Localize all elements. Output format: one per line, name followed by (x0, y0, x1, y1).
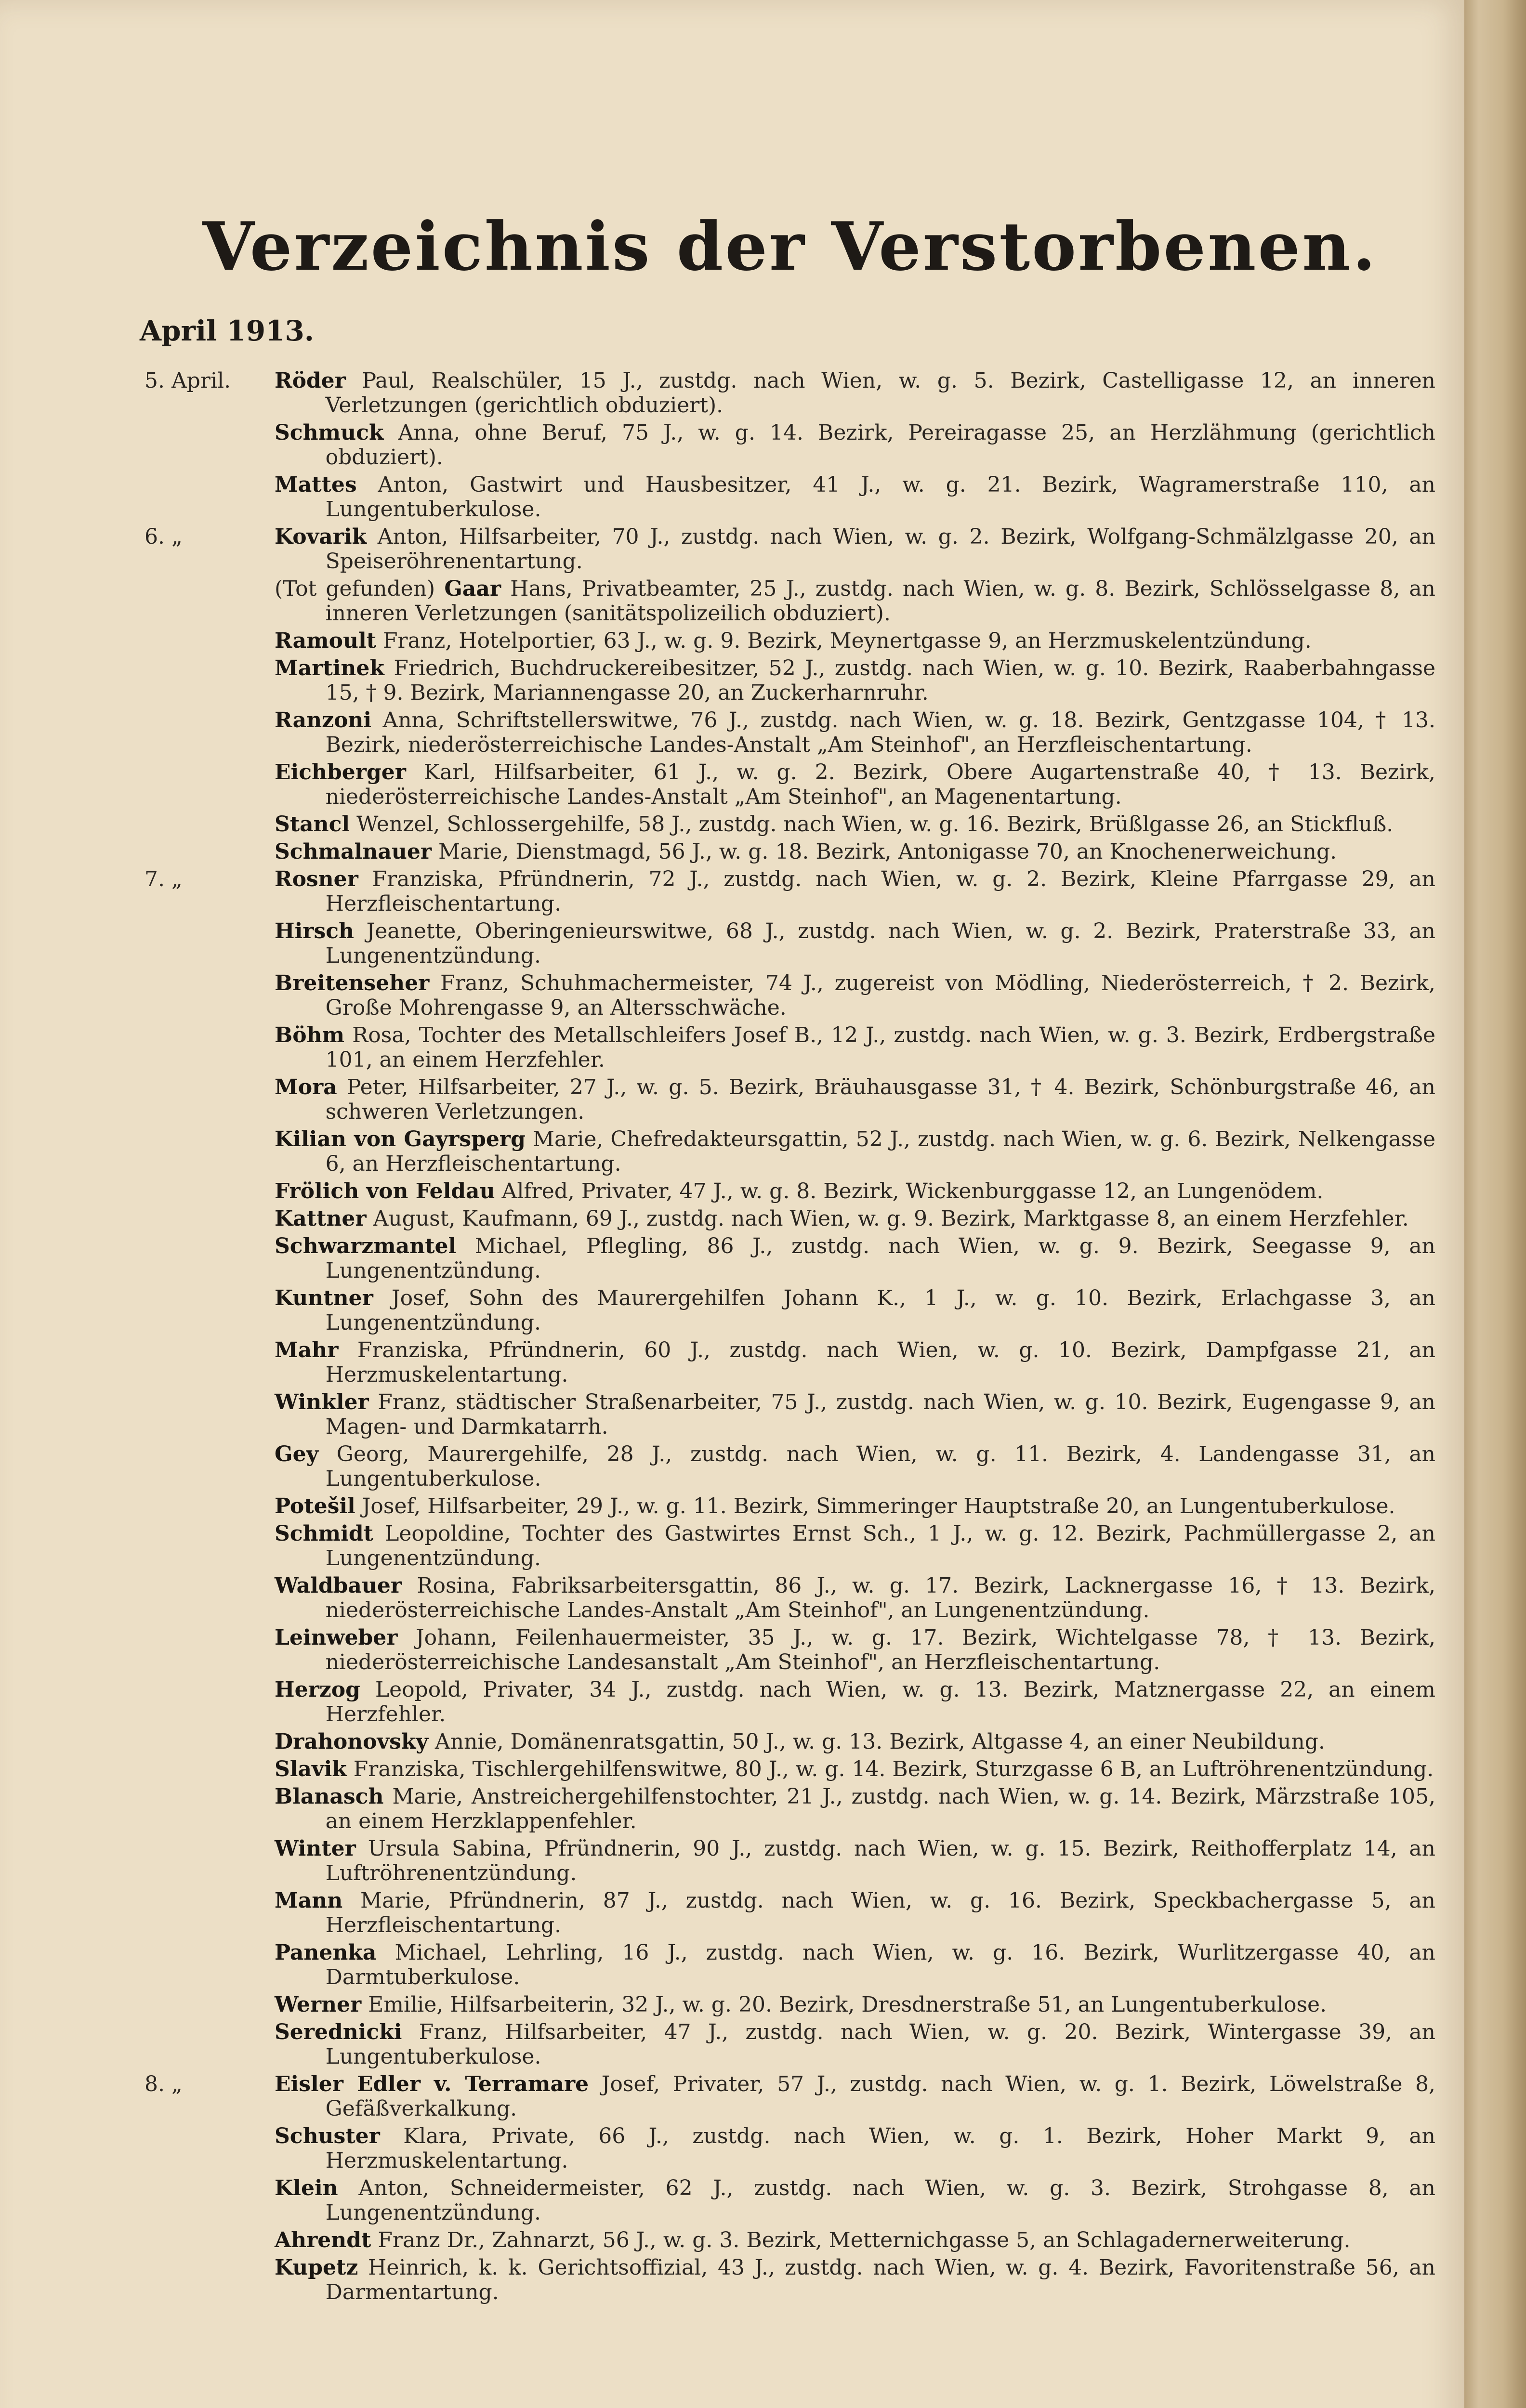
entry-details: Franz Dr., Zahnarzt, 56 J., w. g. 3. Bezirk, Metternichgasse 5, an Schlagadernerweiterung. (371, 2228, 1351, 2252)
deceased-name: Schmuck (275, 420, 384, 445)
list-item (145, 1023, 1435, 1072)
entry-details: Marie, Pfründnerin, 87 J., zustdg. nach Wien, w. g. 16. Bezirk, Speckbachergasse 5, an Herzfleischentartung. (325, 1888, 1435, 1937)
page-edge (1464, 0, 1526, 2408)
entry-date: 8. „ (145, 2072, 183, 2096)
deceased-name: Mann (275, 1888, 343, 1913)
entry-body (275, 1206, 1435, 1231)
entry-body (275, 2255, 1435, 2304)
entry-body (275, 628, 1435, 653)
deceased-name: Ranzoni (275, 708, 372, 733)
deceased-name: Kattner (275, 1206, 367, 1231)
entry-body (275, 1286, 1435, 1335)
list-item (145, 1206, 1435, 1231)
entry-details: Ursula Sabina, Pfründnerin, 90 J., zustdg. nach Wien, w. g. 15. Bezirk, Reithofferplatz 14, an Luftröhrenentzündung. (325, 1836, 1435, 1885)
list-item (145, 368, 1435, 418)
entry-body (275, 576, 1435, 626)
list-item (145, 1757, 1435, 1781)
entry-body (275, 839, 1435, 864)
entry-details: Anton, Schneidermeister, 62 J., zustdg. nach Wien, w. g. 3. Bezirk, Strohgasse 8, an Lungenentzündung. (325, 2176, 1435, 2225)
deceased-name: Werner (275, 1992, 362, 2017)
list-item (145, 1836, 1435, 1885)
entry-body (275, 1757, 1435, 1781)
list-item (145, 839, 1435, 864)
entry-details: Josef, Sohn des Maurergehilfen Johann K., 1 J., w. g. 10. Bezirk, Erlachgasse 3, an Lungenentzündung. (325, 1286, 1435, 1335)
entry-body (275, 420, 1435, 470)
list-item (145, 2020, 1435, 2069)
deceased-name: Gey (275, 1442, 319, 1466)
entry-body (275, 1677, 1435, 1727)
list-item (145, 1075, 1435, 1124)
entry-body (275, 1442, 1435, 1491)
deceased-name: Gaar (444, 576, 501, 601)
list-item (145, 1940, 1435, 1989)
deceased-name: Eichberger (275, 760, 406, 785)
entry-body (275, 867, 1435, 916)
entry-details: Friedrich, Buchdruckereibesitzer, 52 J., zustdg. nach Wien, w. g. 10. Bezirk, Raaberbahngasse 15, † 9. Bezirk, Mariannengasse 20, an Zuckerharnruhr. (325, 656, 1435, 705)
entry-details: Rosa, Tochter des Metallschleifers Josef B., 12 J., zustdg. nach Wien, w. g. 3. Bezirk, Erdbergstraße 101, an einem Herzfehler. (325, 1023, 1435, 1072)
deceased-name: Ramoult (275, 628, 377, 653)
entry-body (275, 1625, 1435, 1675)
list-item (145, 420, 1435, 470)
entry-body (275, 1784, 1435, 1833)
list-item (145, 1677, 1435, 1727)
entry-date: 5. April. (145, 368, 231, 393)
entry-body (275, 2176, 1435, 2225)
deceased-name: Kuntner (275, 1286, 373, 1310)
entry-details: Franz, Hilfsarbeiter, 47 J., zustdg. nach Wien, w. g. 20. Bezirk, Wintergasse 39, an Lungentuberkulose. (325, 2020, 1435, 2069)
list-item (145, 628, 1435, 653)
list-item (145, 2176, 1435, 2225)
list-item (145, 2255, 1435, 2304)
entry-date: 6. „ (145, 524, 183, 549)
entry-details: Peter, Hilfsarbeiter, 27 J., w. g. 5. Bezirk, Bräuhausgasse 31, † 4. Bezirk, Schönburgstraße 46, an schweren Verletzungen. (325, 1075, 1435, 1124)
entry-body (275, 1075, 1435, 1124)
entry-body (275, 708, 1435, 757)
deceased-name: Leinweber (275, 1625, 398, 1650)
list-item (145, 472, 1435, 522)
entry-body (275, 1338, 1435, 1387)
list-item (145, 1729, 1435, 1754)
list-item (145, 2124, 1435, 2173)
entry-details: Michael, Lehrling, 16 J., zustdg. nach Wien, w. g. 16. Bezirk, Wurlitzergasse 40, an Darmtuberkulose. (325, 1940, 1435, 1989)
list-item (145, 867, 1435, 916)
entry-body (275, 1179, 1435, 1204)
list-item (145, 2228, 1435, 2252)
list-item (145, 1494, 1435, 1518)
entry-details: Leopoldine, Tochter des Gastwirtes Ernst Sch., 1 J., w. g. 12. Bezirk, Pachmüllergasse 2, an Lungenentzündung. (325, 1521, 1435, 1570)
entry-details: Franziska, Pfründnerin, 60 J., zustdg. nach Wien, w. g. 10. Bezirk, Dampfgasse 21, an Herzmuskelentartung. (325, 1338, 1435, 1387)
deceased-name: Winter (275, 1836, 356, 1861)
entry-body (275, 2124, 1435, 2173)
entry-body (275, 1494, 1435, 1518)
deceased-name: Drahonovsky (275, 1729, 428, 1754)
deceased-name: Klein (275, 2176, 338, 2200)
list-item (145, 760, 1435, 809)
list-item (145, 971, 1435, 1020)
deceased-name: Waldbauer (275, 1573, 402, 1598)
entry-details: Anton, Gastwirt und Hausbesitzer, 41 J., w. g. 21. Bezirk, Wagramerstraße 110, an Lungentuberkulose. (325, 472, 1435, 522)
entry-date: 7. „ (145, 867, 183, 891)
entry-details: Marie, Dienstmagd, 56 J., w. g. 18. Bezirk, Antonigasse 70, an Knochenerweichung. (432, 839, 1337, 864)
entry-body (275, 1023, 1435, 1072)
entry-details: Franziska, Tischlergehilfenswitwe, 80 J., w. g. 14. Bezirk, Sturzgasse 6 B, an Luftröhrenentzündung. (346, 1757, 1434, 1781)
deceased-name: Herzog (275, 1677, 360, 1702)
entry-details: Hans, Privatbeamter, 25 J., zustdg. nach Wien, w. g. 8. Bezirk, Schlösselgasse 8, an inneren Verletzungen (sanitätspolizeilich obduziert). (325, 576, 1435, 626)
deceased-name: Schwarzmantel (275, 1234, 457, 1258)
death-register-list (145, 368, 1435, 2304)
entry-details: Franz, Schuhmachermeister, 74 J., zugereist von Mödling, Niederösterreich, † 2. Bezirk, Große Mohrengasse 9, an Altersschwäche. (325, 971, 1435, 1020)
list-item (145, 576, 1435, 626)
entry-body (275, 1127, 1435, 1176)
list-item (145, 1573, 1435, 1623)
entry-body (275, 1992, 1435, 2017)
list-item (145, 708, 1435, 757)
entry-body (275, 2228, 1435, 2252)
entry-body (275, 971, 1435, 1020)
entry-body (275, 1940, 1435, 1989)
entry-details: Karl, Hilfsarbeiter, 61 J., w. g. 2. Bezirk, Obere Augartenstraße 40, † 13. Bezirk, niederösterreichische Landes-Anstalt „Am Steinhof", an Magenentartung. (325, 760, 1435, 809)
deceased-name: Eisler Edler v. Terramare (275, 2072, 589, 2096)
entry-details: Marie, Chefredakteursgattin, 52 J., zustdg. nach Wien, w. g. 6. Bezirk, Nelkengasse 6, an Herzfleischentartung. (325, 1127, 1435, 1176)
entry-prefix: (Tot gefunden) (275, 576, 445, 601)
deceased-name: Serednicki (275, 2020, 402, 2044)
page-title: Verzeichnis der Verstorbenen. (202, 207, 1378, 286)
entry-details: Heinrich, k. k. Gerichtsoffizial, 43 J., zustdg. nach Wien, w. g. 4. Bezirk, Favoritenstraße 56, an Darmentartung. (325, 2255, 1435, 2304)
entry-body (275, 760, 1435, 809)
entry-body (275, 812, 1435, 837)
deceased-name: Schmalnauer (275, 839, 432, 864)
deceased-name: Kilian von Gayrsperg (275, 1127, 526, 1152)
entry-body (275, 1390, 1435, 1439)
deceased-name: Schmidt (275, 1521, 373, 1546)
list-item (145, 1127, 1435, 1176)
deceased-name: Blanasch (275, 1784, 384, 1809)
entry-details: Leopold, Privater, 34 J., zustdg. nach Wien, w. g. 13. Bezirk, Matznergasse 22, an einem Herzfehler. (325, 1677, 1435, 1727)
deceased-name: Kupetz (275, 2255, 358, 2280)
deceased-name: Schuster (275, 2124, 380, 2148)
list-item (145, 1625, 1435, 1675)
entry-body (275, 1573, 1435, 1623)
deceased-name: Potešil (275, 1494, 355, 1518)
list-item (145, 1286, 1435, 1335)
deceased-name: Mattes (275, 472, 357, 497)
entry-details: Anton, Hilfsarbeiter, 70 J., zustdg. nach Wien, w. g. 2. Bezirk, Wolfgang-Schmälzlgasse 20, an Speiseröhrenentartung. (325, 524, 1435, 574)
entry-body (275, 1234, 1435, 1283)
deceased-name: Hirsch (275, 919, 355, 943)
entry-details: Josef, Privater, 57 J., zustdg. nach Wien, w. g. 1. Bezirk, Löwelstraße 8, Gefäßverkalkung. (325, 2072, 1435, 2121)
list-item (145, 1338, 1435, 1387)
entry-body (275, 1521, 1435, 1570)
deceased-name: Martinek (275, 656, 384, 681)
entry-details: Anna, Schriftstellerswitwe, 76 J., zustdg. nach Wien, w. g. 18. Bezirk, Gentzgasse 104, † 13. Bezirk, niederösterreichische Landes-Anstalt „Am Steinhof", an Herzfleischentartung. (325, 708, 1435, 757)
deceased-name: Mora (275, 1075, 337, 1099)
list-item (145, 1234, 1435, 1283)
list-item (145, 919, 1435, 968)
entry-details: August, Kaufmann, 69 J., zustdg. nach Wien, w. g. 9. Bezirk, Marktgasse 8, an einem Herzfehler. (366, 1206, 1409, 1231)
entry-details: Klara, Private, 66 J., zustdg. nach Wien, w. g. 1. Bezirk, Hoher Markt 9, an Herzmuskelentartung. (325, 2124, 1435, 2173)
entry-details: Josef, Hilfsarbeiter, 29 J., w. g. 11. Bezirk, Simmeringer Hauptstraße 20, an Lungentuberkulose. (355, 1494, 1395, 1518)
entry-details: Georg, Maurergehilfe, 28 J., zustdg. nach Wien, w. g. 11. Bezirk, 4. Landengasse 31, an Lungentuberkulose. (318, 1442, 1435, 1491)
entry-details: Paul, Realschüler, 15 J., zustdg. nach Wien, w. g. 5. Bezirk, Castelligasse 12, an inneren Verletzungen (gerichtlich obduziert). (325, 368, 1435, 418)
section-heading: April 1913. (140, 314, 314, 347)
entry-details: Wenzel, Schlossergehilfe, 58 J., zustdg. nach Wien, w. g. 16. Bezirk, Brüßlgasse 26, an Stickfluß. (350, 812, 1394, 837)
entry-details: Alfred, Privater, 47 J., w. g. 8. Bezirk, Wickenburggasse 12, an Lungenödem. (495, 1179, 1324, 1204)
entry-body (275, 524, 1435, 574)
list-item (145, 524, 1435, 574)
entry-body (275, 2020, 1435, 2069)
deceased-name: Slavik (275, 1757, 347, 1781)
entry-body (275, 919, 1435, 968)
list-item (145, 1390, 1435, 1439)
deceased-name: Ahrendt (275, 2228, 371, 2252)
entry-body (275, 1836, 1435, 1885)
entry-details: Emilie, Hilfsarbeiterin, 32 J., w. g. 20. Bezirk, Dresdnerstraße 51, an Lungentuberkulose. (361, 1992, 1327, 2017)
entry-details: Jeanette, Oberingenieurswitwe, 68 J., zustdg. nach Wien, w. g. 2. Bezirk, Praterstraße 33, an Lungenentzündung. (325, 919, 1435, 968)
list-item (145, 1179, 1435, 1204)
entry-details: Franz, Hotelportier, 63 J., w. g. 9. Bezirk, Meynertgasse 9, an Herzmuskelentzündung. (376, 628, 1312, 653)
list-item (145, 1442, 1435, 1491)
entry-details: Annie, Domänenratsgattin, 50 J., w. g. 13. Bezirk, Altgasse 4, an einer Neubildung. (428, 1729, 1325, 1754)
deceased-name: Röder (275, 368, 346, 393)
list-item (145, 1992, 1435, 2017)
entry-body (275, 1888, 1435, 1937)
list-item (145, 2072, 1435, 2121)
deceased-name: Mahr (275, 1338, 339, 1362)
page-content (140, 193, 1435, 2307)
deceased-name: Panenka (275, 1940, 377, 1965)
entry-body (275, 472, 1435, 522)
list-item (145, 1784, 1435, 1833)
deceased-name: Kovarik (275, 524, 367, 549)
entry-details: Johann, Feilenhauermeister, 35 J., w. g. 17. Bezirk, Wichtelgasse 78, † 13. Bezirk, niederösterreichische Landesanstalt „Am Steinhof", an Herzfleischentartung. (325, 1625, 1435, 1675)
entry-details: Franz, städtischer Straßenarbeiter, 75 J., zustdg. nach Wien, w. g. 10. Bezirk, Eugengasse 9, an Magen- und Darmkatarrh. (325, 1390, 1435, 1439)
deceased-name: Breitenseher (275, 971, 430, 995)
entry-details: Rosina, Fabriksarbeitersgattin, 86 J., w. g. 17. Bezirk, Lacknergasse 16, † 13. Bezirk, niederösterreichische Landes-Anstalt „Am Steinhof", an Lungenentzündung. (325, 1573, 1435, 1623)
entry-details: Anna, ohne Beruf, 75 J., w. g. 14. Bezirk, Pereiragasse 25, an Herzlähmung (gerichtlich obduziert). (325, 420, 1435, 470)
deceased-name: Stancl (275, 812, 350, 837)
list-item (145, 1521, 1435, 1570)
deceased-name: Frölich von Feldau (275, 1179, 495, 1204)
entry-body (275, 1729, 1435, 1754)
entry-body (275, 2072, 1435, 2121)
entry-details: Marie, Anstreichergehilfenstochter, 21 J., zustdg. nach Wien, w. g. 14. Bezirk, Märzstraße 105, an einem Herzklappenfehler. (325, 1784, 1435, 1833)
list-item (145, 812, 1435, 837)
list-item (145, 656, 1435, 705)
deceased-name: Winkler (275, 1390, 369, 1414)
deceased-name: Rosner (275, 867, 358, 891)
entry-details: Franziska, Pfründnerin, 72 J., zustdg. nach Wien, w. g. 2. Bezirk, Kleine Pfarrgasse 29, an Herzfleischentartung. (325, 867, 1435, 916)
deceased-name: Böhm (275, 1023, 345, 1047)
entry-details: Michael, Pflegling, 86 J., zustdg. nach Wien, w. g. 9. Bezirk, Seegasse 9, an Lungenentzündung. (325, 1234, 1435, 1283)
entry-body (275, 656, 1435, 705)
list-item (145, 1888, 1435, 1937)
entry-body (275, 368, 1435, 418)
